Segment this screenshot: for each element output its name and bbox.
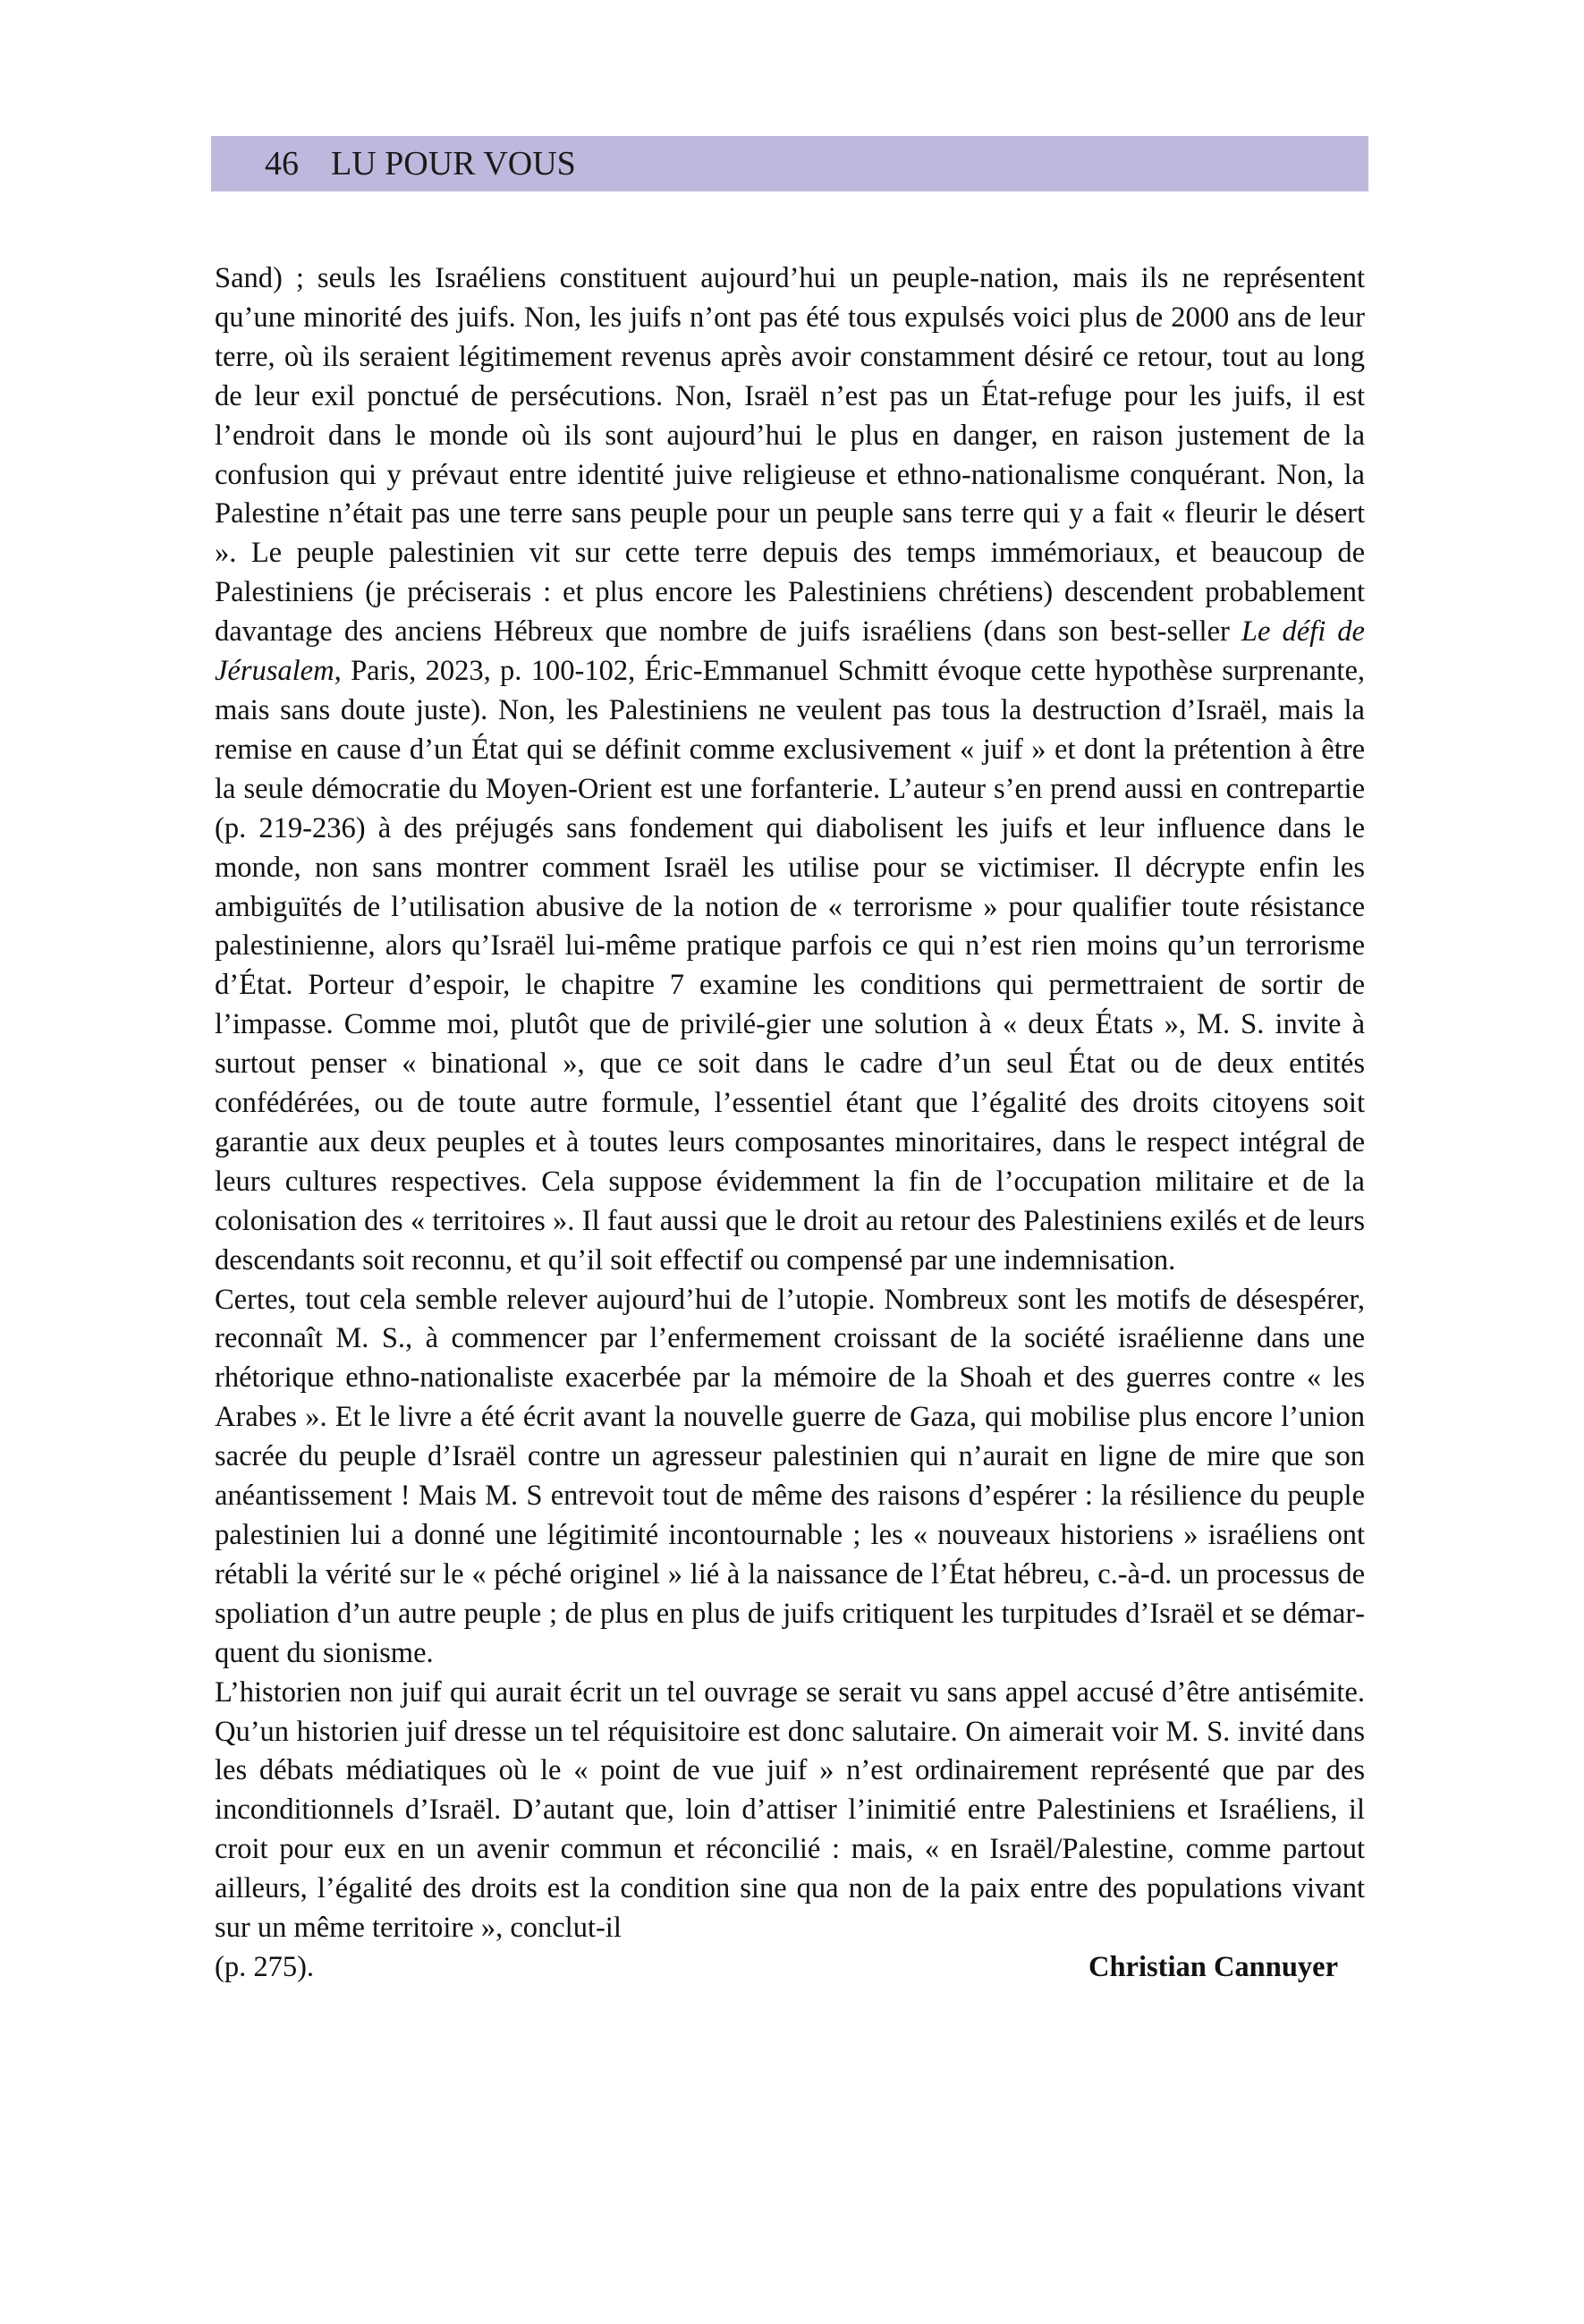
paragraph-2: Certes, tout cela semble relever aujourd’hui de l’utopie. Nombreux sont les motifs de désespérer, reconnaît M. S., à commencer par l’enfermement croissant de la société israélienne dans une rhétorique ethno-nationaliste exacerbée par la mémoire de la Shoah et des guerres contre « les Arabes ». Et le livre a été écrit avant la nouvelle guerre de Gaza, qui mobilise plus encore l’union sacrée du peuple d’Israël contre un agresseur palestinien qui n’aurait en ligne de mire que son anéantissement ! Mais M. S entrevoit tout de même des raisons d’espérer : la résilience du peuple palestinien lui a donné une légitimité incontournable ; les « nouveaux historiens » israéliens ont rétabli la vérité sur le « péché originel » lié à la naissance de l’État hébreu, c.-à-d. un processus de spoliation d’un autre peuple ; de plus en plus de juifs critiquent les turpitudes d’Israël et se démarquent du sionisme. xyxy=(215,1283,1365,1669)
page-reference: (p. 275). xyxy=(215,1950,315,1983)
closing-line xyxy=(215,1948,1365,1988)
paragraph-1-text-b: , Paris, 2023, p. 100-102, Éric-Emmanuel Schmitt évoque cette hypothèse surprenante, mais sans doute juste). Non, les Palestiniens ne veulent pas tous la destruction d’Israël, mais la remise en cause d’un État qui se définit comme exclusivement « juif » et dont la prétention à être la seule démocratie du Moyen-Orient est une forfanterie. L’auteur s’en prend aussi en contrepartie (p. 219-236) à des préjugés sans fondement qui diabolisent les juifs et leur influence dans le monde, non sans montrer comment Israël les utilise pour se victimiser. Il décrypte enfin les ambiguïtés de l’utilisation abusive de la notion de « terrorisme » pour qualifier toute résistance palestinienne, alors qu’Israël lui-même pratique parfois ce qui n’est rien moins qu’un terrorisme d’État. Porteur d’espoir, le chapitre 7 examine les conditions qui permettraient de sortir de l’impasse. Comme moi, plutôt que de privilé-gier une solution à « deux États », M. S. invite à surtout penser « binational », que ce soit dans le cadre d’un seul État ou de deux entités confédérées, ou de toute autre formule, l’essentiel étant que l’égalité des droits citoyens soit garantie aux deux peuples et à toutes leurs composantes minoritaires, dans le respect intégral de leurs cultures respectives. Cela suppose évidemment la fin de l’occupation militaire et de la colonisation des « territoires ». Il faut aussi que le droit au retour des Palestiniens exilés et de leurs descendants soit reconnu, et qu’il soit effectif ou compensé par une indemnisation. xyxy=(215,655,1365,1277)
paragraph-3: L’historien non juif qui aurait écrit un tel ouvrage se serait vu sans appel accusé d’être antisémite. Qu’un historien juif dresse un tel réquisitoire est donc salutaire. On aimerait voir M. S. invité dans les débats médiatiques où le « point de vue juif » n’est ordinairement représenté que par des inconditionnels d’Israël. D’autant que, loin d’attiser l’inimitié entre Palestiniens et Israéliens, il croit pour eux en un avenir commun et réconcilié : mais, « en Israël/Palestine, comme partout ailleurs, l’égalité des droits est la condition sine qua non de la paix entre des populations vivant sur un même territoire », conclut-il xyxy=(215,1675,1365,1945)
book-title: Le défi de Jérusalem xyxy=(215,615,1365,688)
author-signature: Christian Cannuyer xyxy=(1088,1950,1338,1983)
paragraph-1 xyxy=(215,259,1365,1281)
paragraph-1-text-a: Sand) ; seuls les Israéliens constituent aujourd’hui un peuple-nation, mais ils ne représentent qu’une minorité des juifs. Non, les juifs n’ont pas été tous expulsés voici plus de 2000 ans de leur terre, où ils seraient légitimement revenus après avoir constamment désiré ce retour, tout au long de leur exil ponctué de persécutions. Non, Israël n’est pas un État-refuge pour les juifs, il est l’endroit dans le monde où ils sont aujourd’hui le plus en danger, en raison justement de la confusion qui y prévaut entre identité juive religieuse et ethno-nationalisme conquérant. Non, la Palestine n’était pas une terre sans peuple pour un peuple sans terre qui y a fait « fleurir le désert ». Le peuple palestinien vit sur cette terre depuis des temps immémoriaux, et beaucoup de Palestiniens (je préciserais : et plus encore les Palestiniens chrétiens) descendent probablement davantage des anciens Hébreux que nombre de juifs israéliens (dans son best-seller xyxy=(215,262,1365,649)
page-number: 46 xyxy=(265,145,299,182)
running-header xyxy=(211,136,1368,191)
article-body xyxy=(215,259,1365,1988)
section-title: LU POUR VOUS xyxy=(331,145,576,182)
